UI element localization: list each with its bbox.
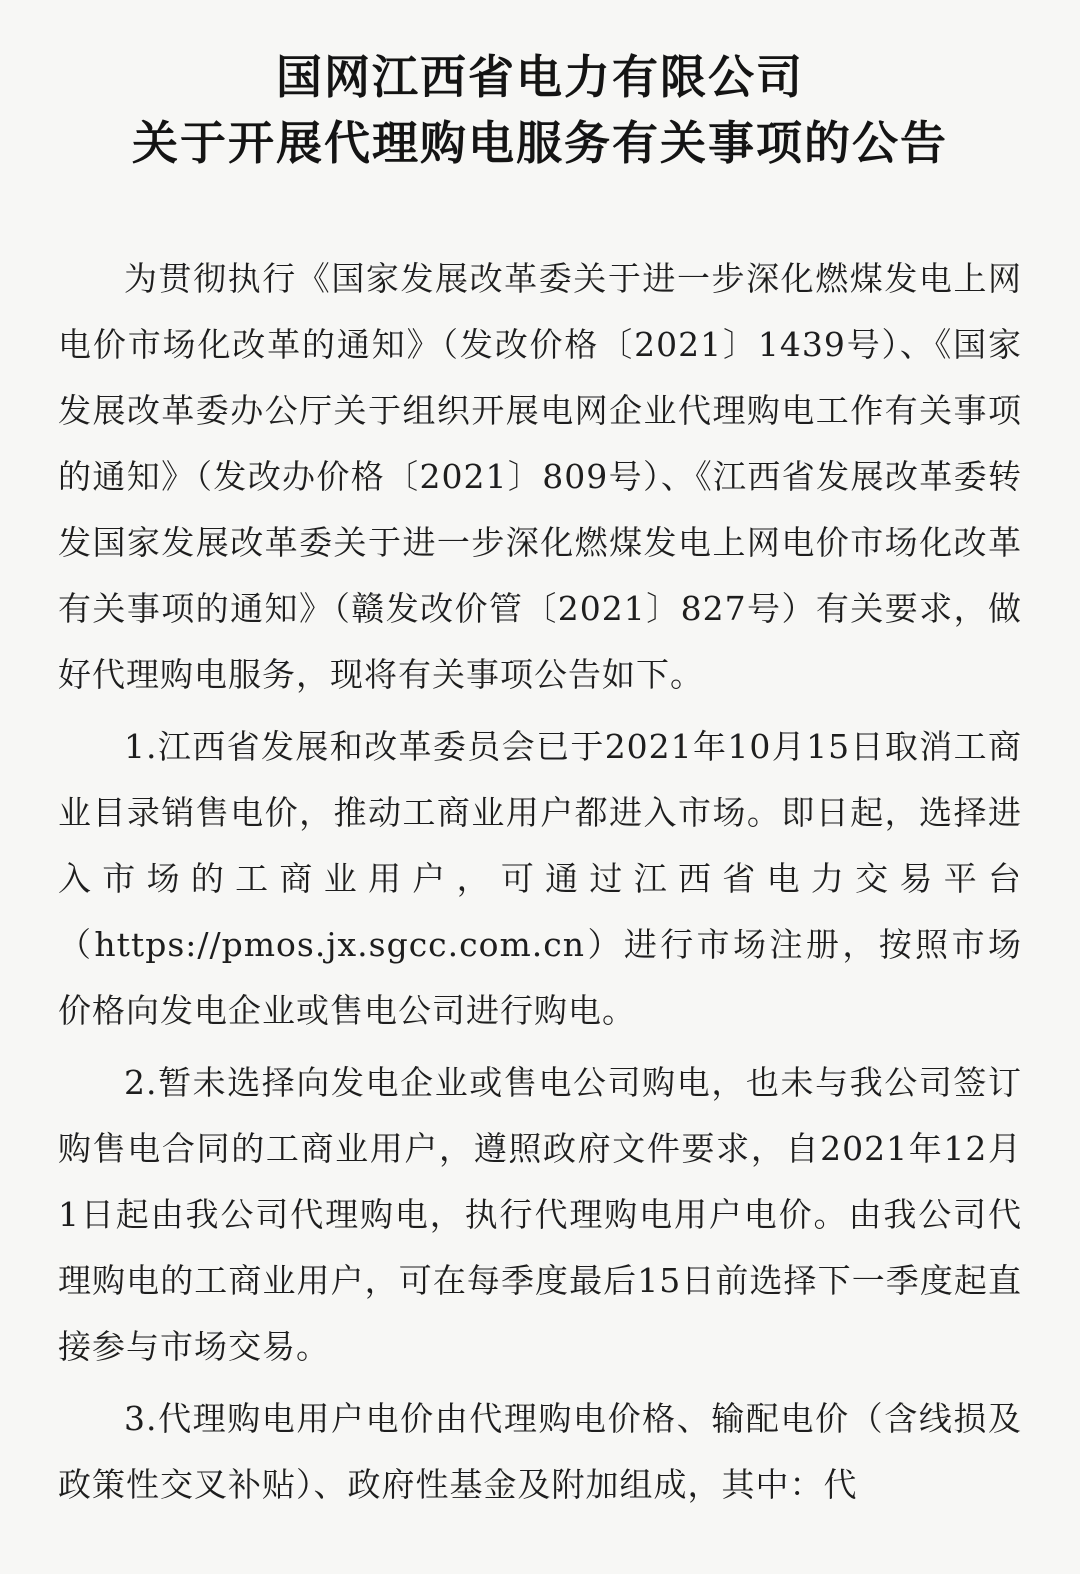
paragraph-item-3: 3.代理购电用户电价由代理购电价格、输配电价（含线损及政策性交叉补贴）、政府性基金及附加组成，其中：代 — [58, 1399, 1022, 1504]
paragraph-item-2: 2.暂未选择向发电企业或售电公司购电，也未与我公司签订购售电合同的工商业用户，遵照政府文件要求，自2021年12月1日起由我公司代理购电，执行代理购电用户电价。由我公司代理购电的工商业用户，可在每季度最后15日前选择下一季度起直接参与市场交易。 — [58, 1063, 1022, 1366]
paragraph-item-1[interactable]: 1.江西省发展和改革委员会已于2021年10月15日取消工商业目录销售电价，推动工商业用户都进入市场。即日起，选择进入市场的工商业用户，可通过江西省电力交易平台（https://pmos.jx.sgcc.com.cn）进行市场注册，按照市场价格向发电企业或售电公司进行购电。 — [58, 727, 1022, 1030]
title-line-1: 国网江西省电力有限公司 — [276, 50, 804, 104]
title-line-2: 关于开展代理购电服务有关事项的公告 — [132, 116, 948, 170]
paragraph-intro: 为贯彻执行《国家发展改革委关于进一步深化燃煤发电上网电价市场化改革的通知》（发改价格〔2021〕1439号）、《国家发展改革委办公厅关于组织开展电网企业代理购电工作有关事项的通知》（发改办价格〔2021〕809号）、《江西省发展改革委转发国家发展改革委关于进一步深化燃煤发电上网电价市场化改革有关事项的通知》（赣发改价管〔2021〕827号）有关要求，做好代理购电服务，现将有关事项公告如下。 — [58, 259, 1022, 694]
document-title — [58, 44, 1022, 176]
